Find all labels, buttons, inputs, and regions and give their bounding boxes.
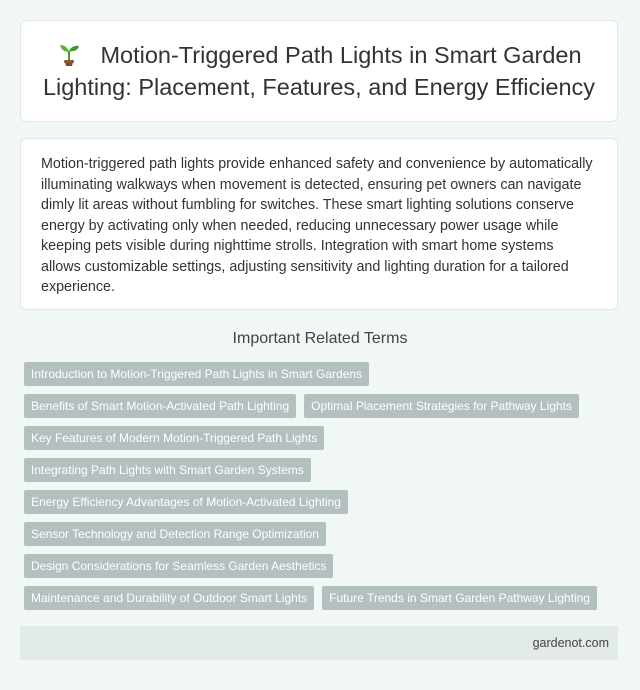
related-term-tag[interactable]: Future Trends in Smart Garden Pathway Lighting xyxy=(322,586,597,610)
page-title-text: Motion-Triggered Path Lights in Smart Garden Lighting: Placement, Features, and Energy Efficiency xyxy=(42,42,596,100)
related-term-tag[interactable]: Introduction to Motion-Triggered Path Lights in Smart Gardens xyxy=(24,362,369,386)
related-term-tag[interactable]: Maintenance and Durability of Outdoor Smart Lights xyxy=(24,586,314,610)
tag-row xyxy=(24,362,624,386)
footer-site-link[interactable]: gardenot.com xyxy=(532,636,609,650)
sprout-icon xyxy=(56,41,82,67)
tag-row xyxy=(24,554,624,578)
related-term-tag[interactable]: Optimal Placement Strategies for Pathway Lights xyxy=(304,394,579,418)
title-card xyxy=(20,20,618,122)
related-terms-heading: Important Related Terms xyxy=(232,330,408,347)
related-term-tag[interactable]: Design Considerations for Seamless Garden Aesthetics xyxy=(24,554,333,578)
page-title xyxy=(35,39,603,103)
tag-row xyxy=(24,426,624,450)
related-term-tag[interactable]: Key Features of Modern Motion-Triggered Path Lights xyxy=(24,426,324,450)
related-term-tag[interactable]: Energy Efficiency Advantages of Motion-Activated Lighting xyxy=(24,490,348,514)
description-text: Motion-triggered path lights provide enhanced safety and convenience by automatically illuminating walkways when movement is detected, ensuring pet owners can navigate dimly lit areas without fumbling for switches. These smart lighting solutions conserve energy by activating only when needed, reducing unnecessary power usage while keeping pets visible during nighttime strolls. Integration with smart home systems allows customizable settings, adjusting sensitivity and lighting duration for a tailored experience. xyxy=(41,156,593,295)
tag-row xyxy=(24,394,624,418)
tag-row xyxy=(24,522,624,546)
tag-row xyxy=(24,586,624,610)
description-card xyxy=(20,138,618,310)
related-term-tag[interactable]: Benefits of Smart Motion-Activated Path Lighting xyxy=(24,394,296,418)
related-term-tag[interactable]: Integrating Path Lights with Smart Garden Systems xyxy=(24,458,311,482)
tag-row xyxy=(24,458,624,482)
related-term-tag[interactable]: Sensor Technology and Detection Range Optimization xyxy=(24,522,326,546)
tag-row xyxy=(24,490,624,514)
footer xyxy=(20,626,618,660)
related-terms-list xyxy=(24,362,624,618)
